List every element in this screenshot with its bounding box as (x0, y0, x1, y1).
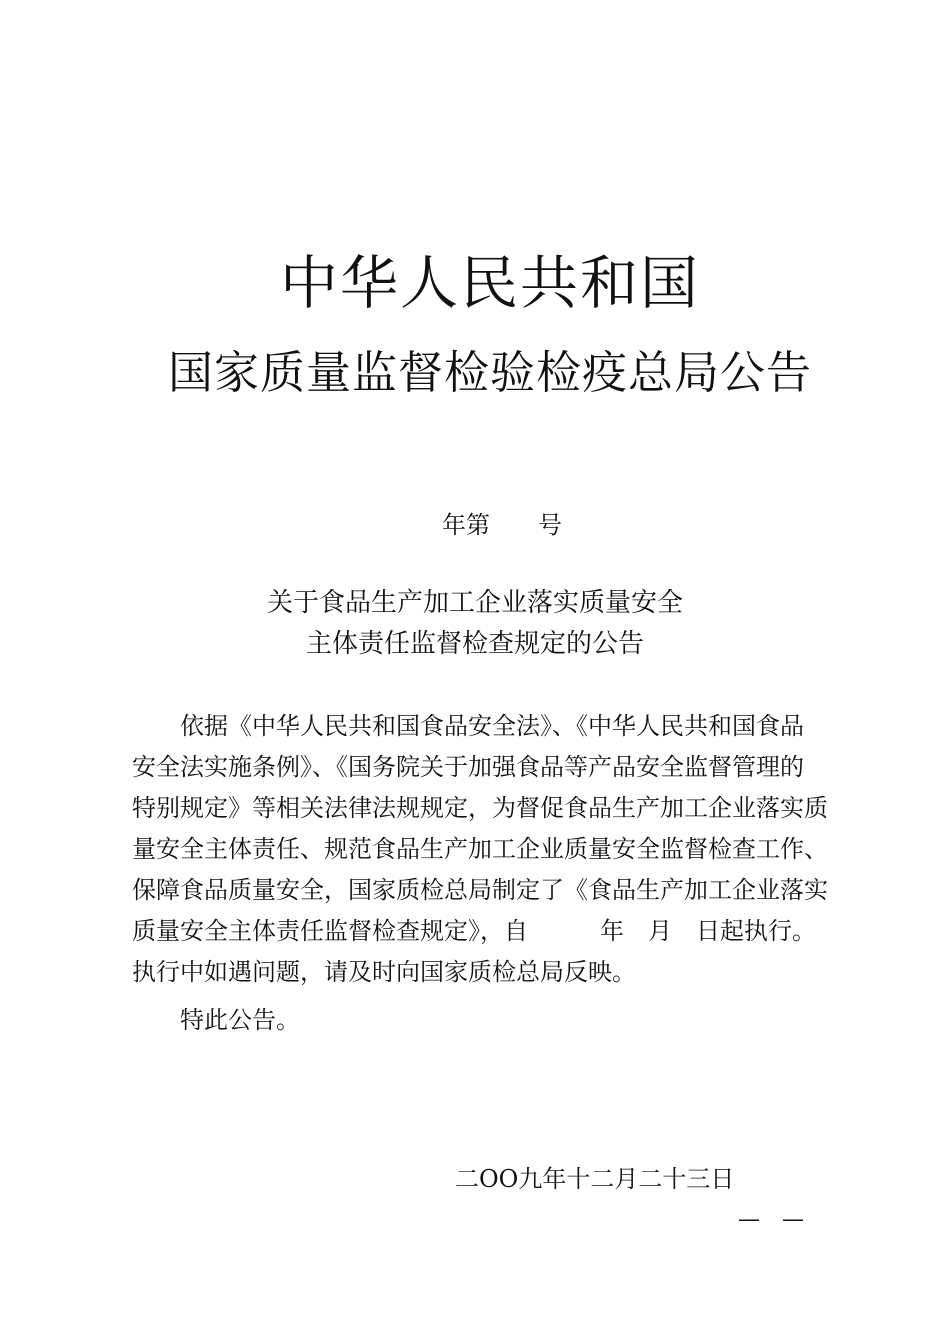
issuer-country: 中华人民共和国 (279, 249, 700, 317)
announcement-title-line-1: 关于食品生产加工企业落实质量安全 (266, 588, 683, 618)
body-line: 安全法实施条例》、《国务院关于加强食品等产品安全监督管理的 (132, 753, 804, 781)
announcement-title-line-2: 主体责任监督检查规定的公告 (305, 629, 644, 659)
body-line: 执行中如遇问题，请及时向国家质检总局反映。 (132, 958, 636, 986)
issuer-agency: 国家质量监督检验检疫总局公告 (168, 346, 813, 399)
issue-date: 二OO九年十二月二十三日 (455, 1165, 735, 1193)
body-line: 质量安全主体责任监督检查规定》，自 年 月 日起执行。 (132, 917, 816, 945)
body-line: 保障食品质量安全，国家质检总局制定了《食品生产加工企业落实 (132, 876, 828, 904)
page-number-marker: — — (738, 1207, 805, 1232)
body-paragraph (132, 706, 828, 993)
body-line: 依据《中华人民共和国食品安全法》、《中华人民共和国食品 (132, 712, 804, 740)
body-line: 量安全主体责任、规范食品生产加工企业质量安全监督检查工作、 (132, 835, 828, 863)
body-line: 特别规定》等相关法律法规规定，为督促食品生产加工企业落实质 (132, 794, 828, 822)
document-number: 年第 号 (442, 511, 562, 539)
closing-statement: 特此公告。 (180, 1006, 300, 1034)
